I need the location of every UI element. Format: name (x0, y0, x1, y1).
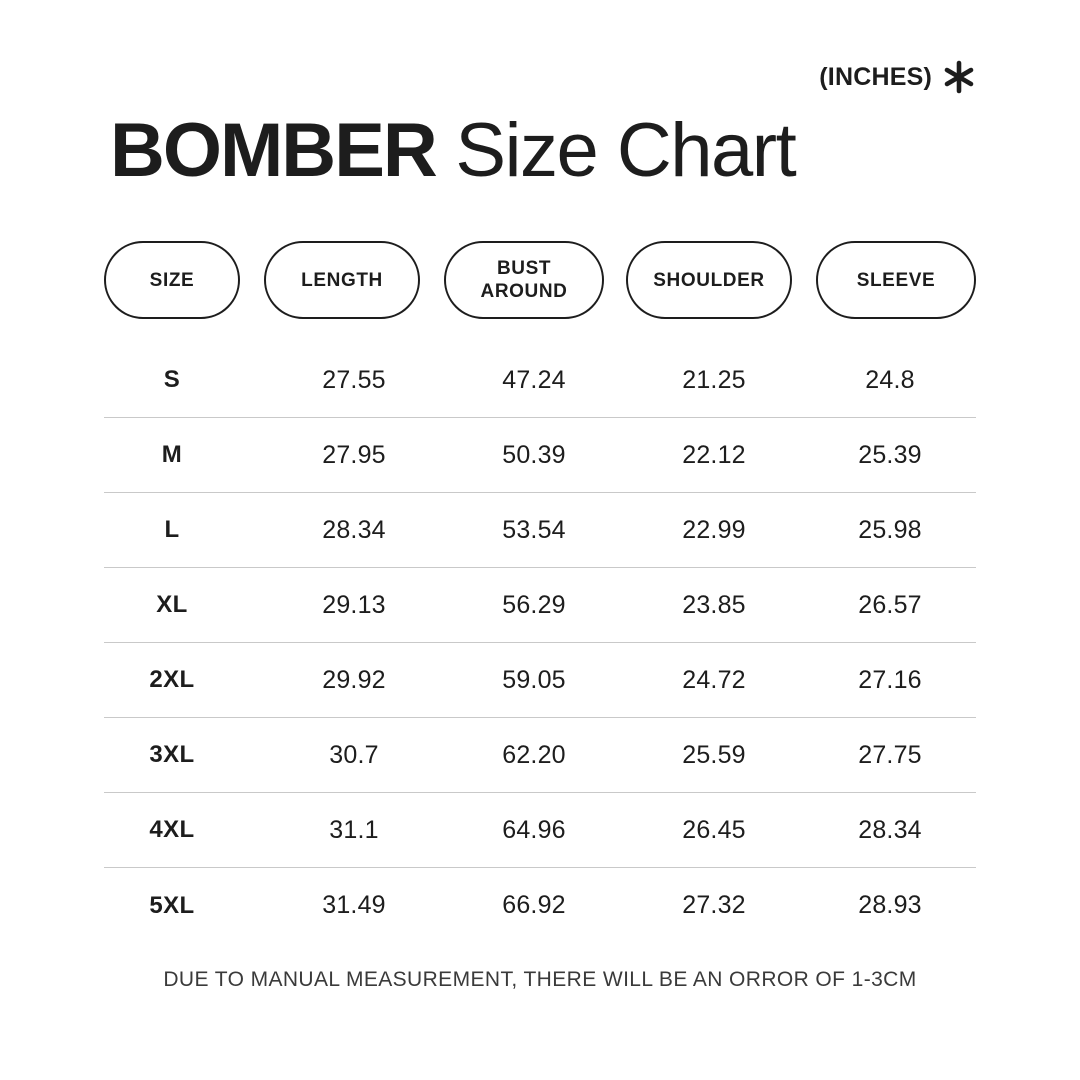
cell-size: 2XL (149, 666, 195, 693)
unit-indicator (819, 60, 976, 94)
cell-length: 30.7 (329, 740, 379, 769)
page-title (110, 108, 970, 194)
page-title-suffix: Size Chart (435, 108, 796, 193)
cell-sleeve: 25.39 (858, 440, 922, 469)
cell-sleeve: 25.98 (858, 515, 922, 544)
size-table (104, 343, 976, 943)
cell-bust: 62.20 (502, 740, 566, 769)
cell-bust: 64.96 (502, 815, 566, 844)
cell-length: 29.92 (322, 665, 386, 694)
cell-shoulder: 21.25 (682, 365, 746, 394)
cell-size: M (161, 441, 183, 468)
column-header-bust-around (444, 241, 604, 319)
cell-shoulder: 23.85 (682, 590, 746, 619)
column-header-shoulder (626, 241, 792, 319)
cell-length: 27.55 (322, 365, 386, 394)
cell-length: 31.1 (329, 815, 379, 844)
cell-length: 29.13 (322, 590, 386, 619)
table-row (104, 343, 976, 418)
cell-size: 4XL (149, 816, 195, 843)
cell-bust: 53.54 (502, 515, 566, 544)
cell-sleeve: 24.8 (865, 365, 915, 394)
unit-label: (INCHES) (819, 62, 932, 91)
cell-length: 27.95 (322, 440, 386, 469)
cell-size: S (163, 366, 181, 393)
cell-size: XL (156, 591, 188, 618)
column-header-length-label: LENGTH (301, 269, 383, 291)
asterisk-icon (942, 60, 976, 94)
table-row (104, 568, 976, 643)
cell-sleeve: 28.93 (858, 891, 922, 919)
table-row (104, 643, 976, 718)
table-row (104, 718, 976, 793)
measurement-disclaimer: DUE TO MANUAL MEASUREMENT, THERE WILL BE AN ORROR OF 1-3CM (163, 968, 917, 991)
table-header-pills (104, 241, 976, 319)
cell-shoulder: 27.32 (682, 891, 746, 919)
column-header-sleeve (816, 241, 976, 319)
column-header-size-label: SIZE (149, 269, 195, 291)
cell-size: L (164, 516, 180, 543)
cell-sleeve: 27.16 (858, 665, 922, 694)
cell-sleeve: 28.34 (858, 815, 922, 844)
cell-bust: 59.05 (502, 665, 566, 694)
cell-sleeve: 26.57 (858, 590, 922, 619)
column-header-bust-around-label: BUST AROUND (480, 258, 568, 302)
cell-shoulder: 22.12 (682, 440, 746, 469)
table-row (104, 418, 976, 493)
table-row (104, 868, 976, 943)
cell-size: 5XL (149, 891, 195, 919)
page-title-product: BOMBER (110, 108, 436, 193)
column-header-sleeve-label: SLEEVE (856, 269, 936, 291)
table-row (104, 793, 976, 868)
cell-bust: 56.29 (502, 590, 566, 619)
cell-sleeve: 27.75 (858, 740, 922, 769)
cell-bust: 47.24 (502, 365, 566, 394)
cell-shoulder: 26.45 (682, 815, 746, 844)
cell-shoulder: 25.59 (682, 740, 746, 769)
cell-shoulder: 24.72 (682, 665, 746, 694)
cell-length: 28.34 (322, 515, 386, 544)
cell-bust: 66.92 (502, 891, 566, 919)
column-header-size (104, 241, 240, 319)
table-row (104, 493, 976, 568)
cell-size: 3XL (149, 741, 195, 768)
column-header-length (264, 241, 420, 319)
column-header-shoulder-label: SHOULDER (653, 269, 765, 291)
cell-bust: 50.39 (502, 440, 566, 469)
cell-shoulder: 22.99 (682, 515, 746, 544)
cell-length: 31.49 (322, 891, 386, 919)
